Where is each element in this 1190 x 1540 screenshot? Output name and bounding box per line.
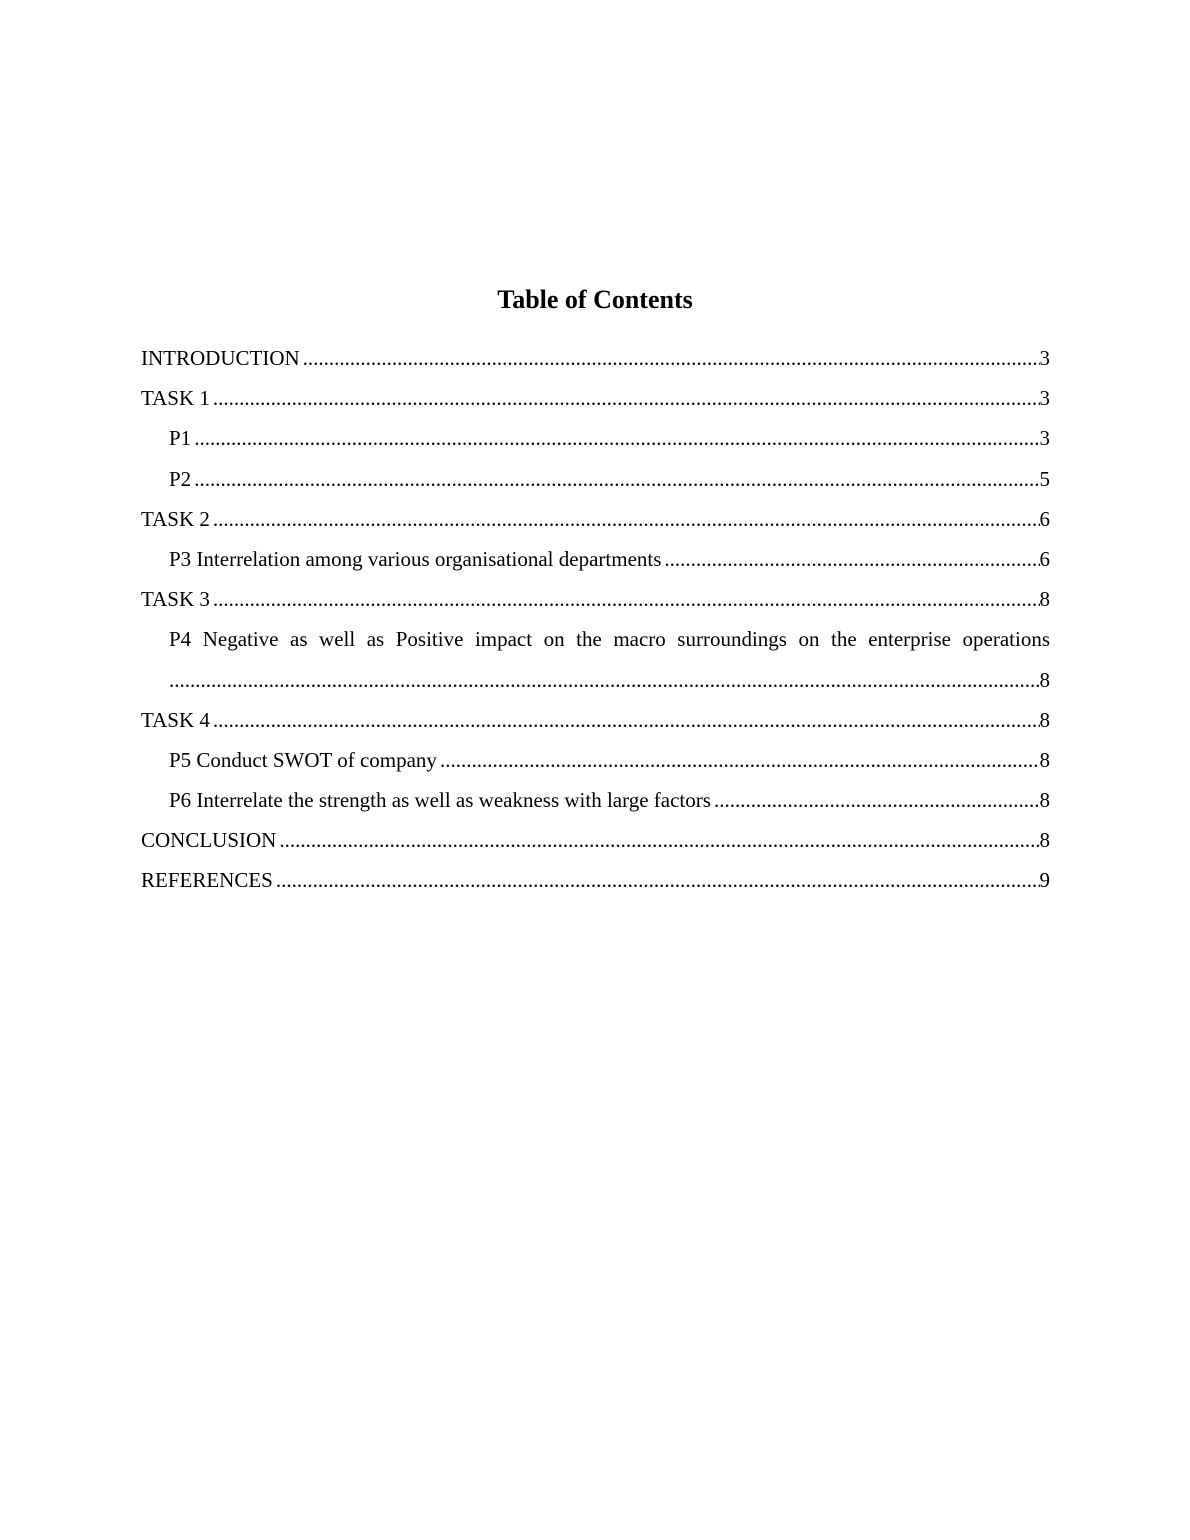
toc-entry-label: P3 Interrelation among various organisational departments	[169, 546, 662, 571]
toc-entry-page: 8	[1039, 667, 1050, 692]
toc-entry-label: P5 Conduct SWOT of company	[169, 747, 437, 772]
toc-entry-page: 3	[1039, 386, 1050, 411]
toc-entry-conclusion[interactable]	[141, 820, 1050, 860]
toc-entry-p1[interactable]	[141, 418, 1050, 458]
toc-entry-label: TASK 2	[141, 506, 210, 531]
toc-entry-label: P6 Interrelate the strength as well as weakness with large factors	[169, 788, 711, 813]
toc-leader-dots	[440, 740, 1040, 780]
toc-entry-task-3[interactable]	[141, 579, 1050, 619]
toc-entry-page: 9	[1039, 868, 1050, 893]
toc-entry-label: TASK 4	[141, 707, 210, 732]
toc-leader-dots	[213, 700, 1040, 740]
toc-leader-dots	[279, 820, 1039, 860]
toc-entry-page: 3	[1039, 346, 1050, 370]
toc-entry-p5[interactable]	[141, 740, 1050, 780]
toc-entry-p3[interactable]	[141, 539, 1050, 579]
toc-entry-label: INTRODUCTION	[141, 346, 300, 370]
toc-entry-task-2[interactable]	[141, 499, 1050, 539]
toc-entry-task-4[interactable]	[141, 700, 1050, 740]
toc-leader-dots	[714, 780, 1040, 820]
toc-entry-task-1[interactable]	[141, 378, 1050, 418]
toc-entry-label: CONCLUSION	[141, 828, 277, 853]
toc-entry-page: 6	[1039, 506, 1050, 531]
toc-entry-page: 8	[1039, 788, 1050, 813]
toc-entry-introduction[interactable]	[141, 338, 1050, 378]
toc-entry-references[interactable]	[141, 860, 1050, 900]
toc-entry-label: P4 Negative as well as Positive impact on the macro surroundings on the enterprise operations	[169, 627, 1050, 652]
toc-entry-label: TASK 3	[141, 587, 210, 612]
toc-leader-dots	[213, 499, 1040, 539]
toc-entry-continuation	[169, 660, 1050, 700]
toc-entry-p2[interactable]	[141, 459, 1050, 499]
toc-entry-page: 8	[1039, 707, 1050, 732]
toc-leader-dots	[213, 378, 1040, 418]
toc-leader-dots	[213, 579, 1040, 619]
toc-entry-label: REFERENCES	[141, 868, 273, 893]
toc-entry-page: 5	[1039, 466, 1050, 491]
toc-entry-label: TASK 1	[141, 386, 210, 411]
table-of-contents	[141, 338, 1050, 901]
toc-leader-dots	[194, 418, 1039, 458]
toc-entry-page: 8	[1039, 747, 1050, 772]
toc-entry-page: 6	[1039, 546, 1050, 571]
toc-entry-label: P2	[169, 466, 192, 491]
toc-entry-page: 8	[1039, 828, 1050, 853]
toc-leader-dots	[194, 459, 1039, 499]
toc-entry-label: P1	[169, 426, 192, 451]
toc-entry-p4[interactable]	[141, 619, 1050, 699]
toc-leader-dots	[276, 860, 1040, 900]
toc-leader-dots	[664, 539, 1039, 579]
toc-leader-dots	[303, 338, 1040, 378]
toc-title: Table of Contents	[497, 285, 693, 314]
toc-entry-page: 3	[1039, 426, 1050, 451]
toc-entry-page: 8	[1039, 587, 1050, 612]
toc-entry-p6[interactable]	[141, 780, 1050, 820]
toc-leader-dots	[169, 660, 1040, 700]
